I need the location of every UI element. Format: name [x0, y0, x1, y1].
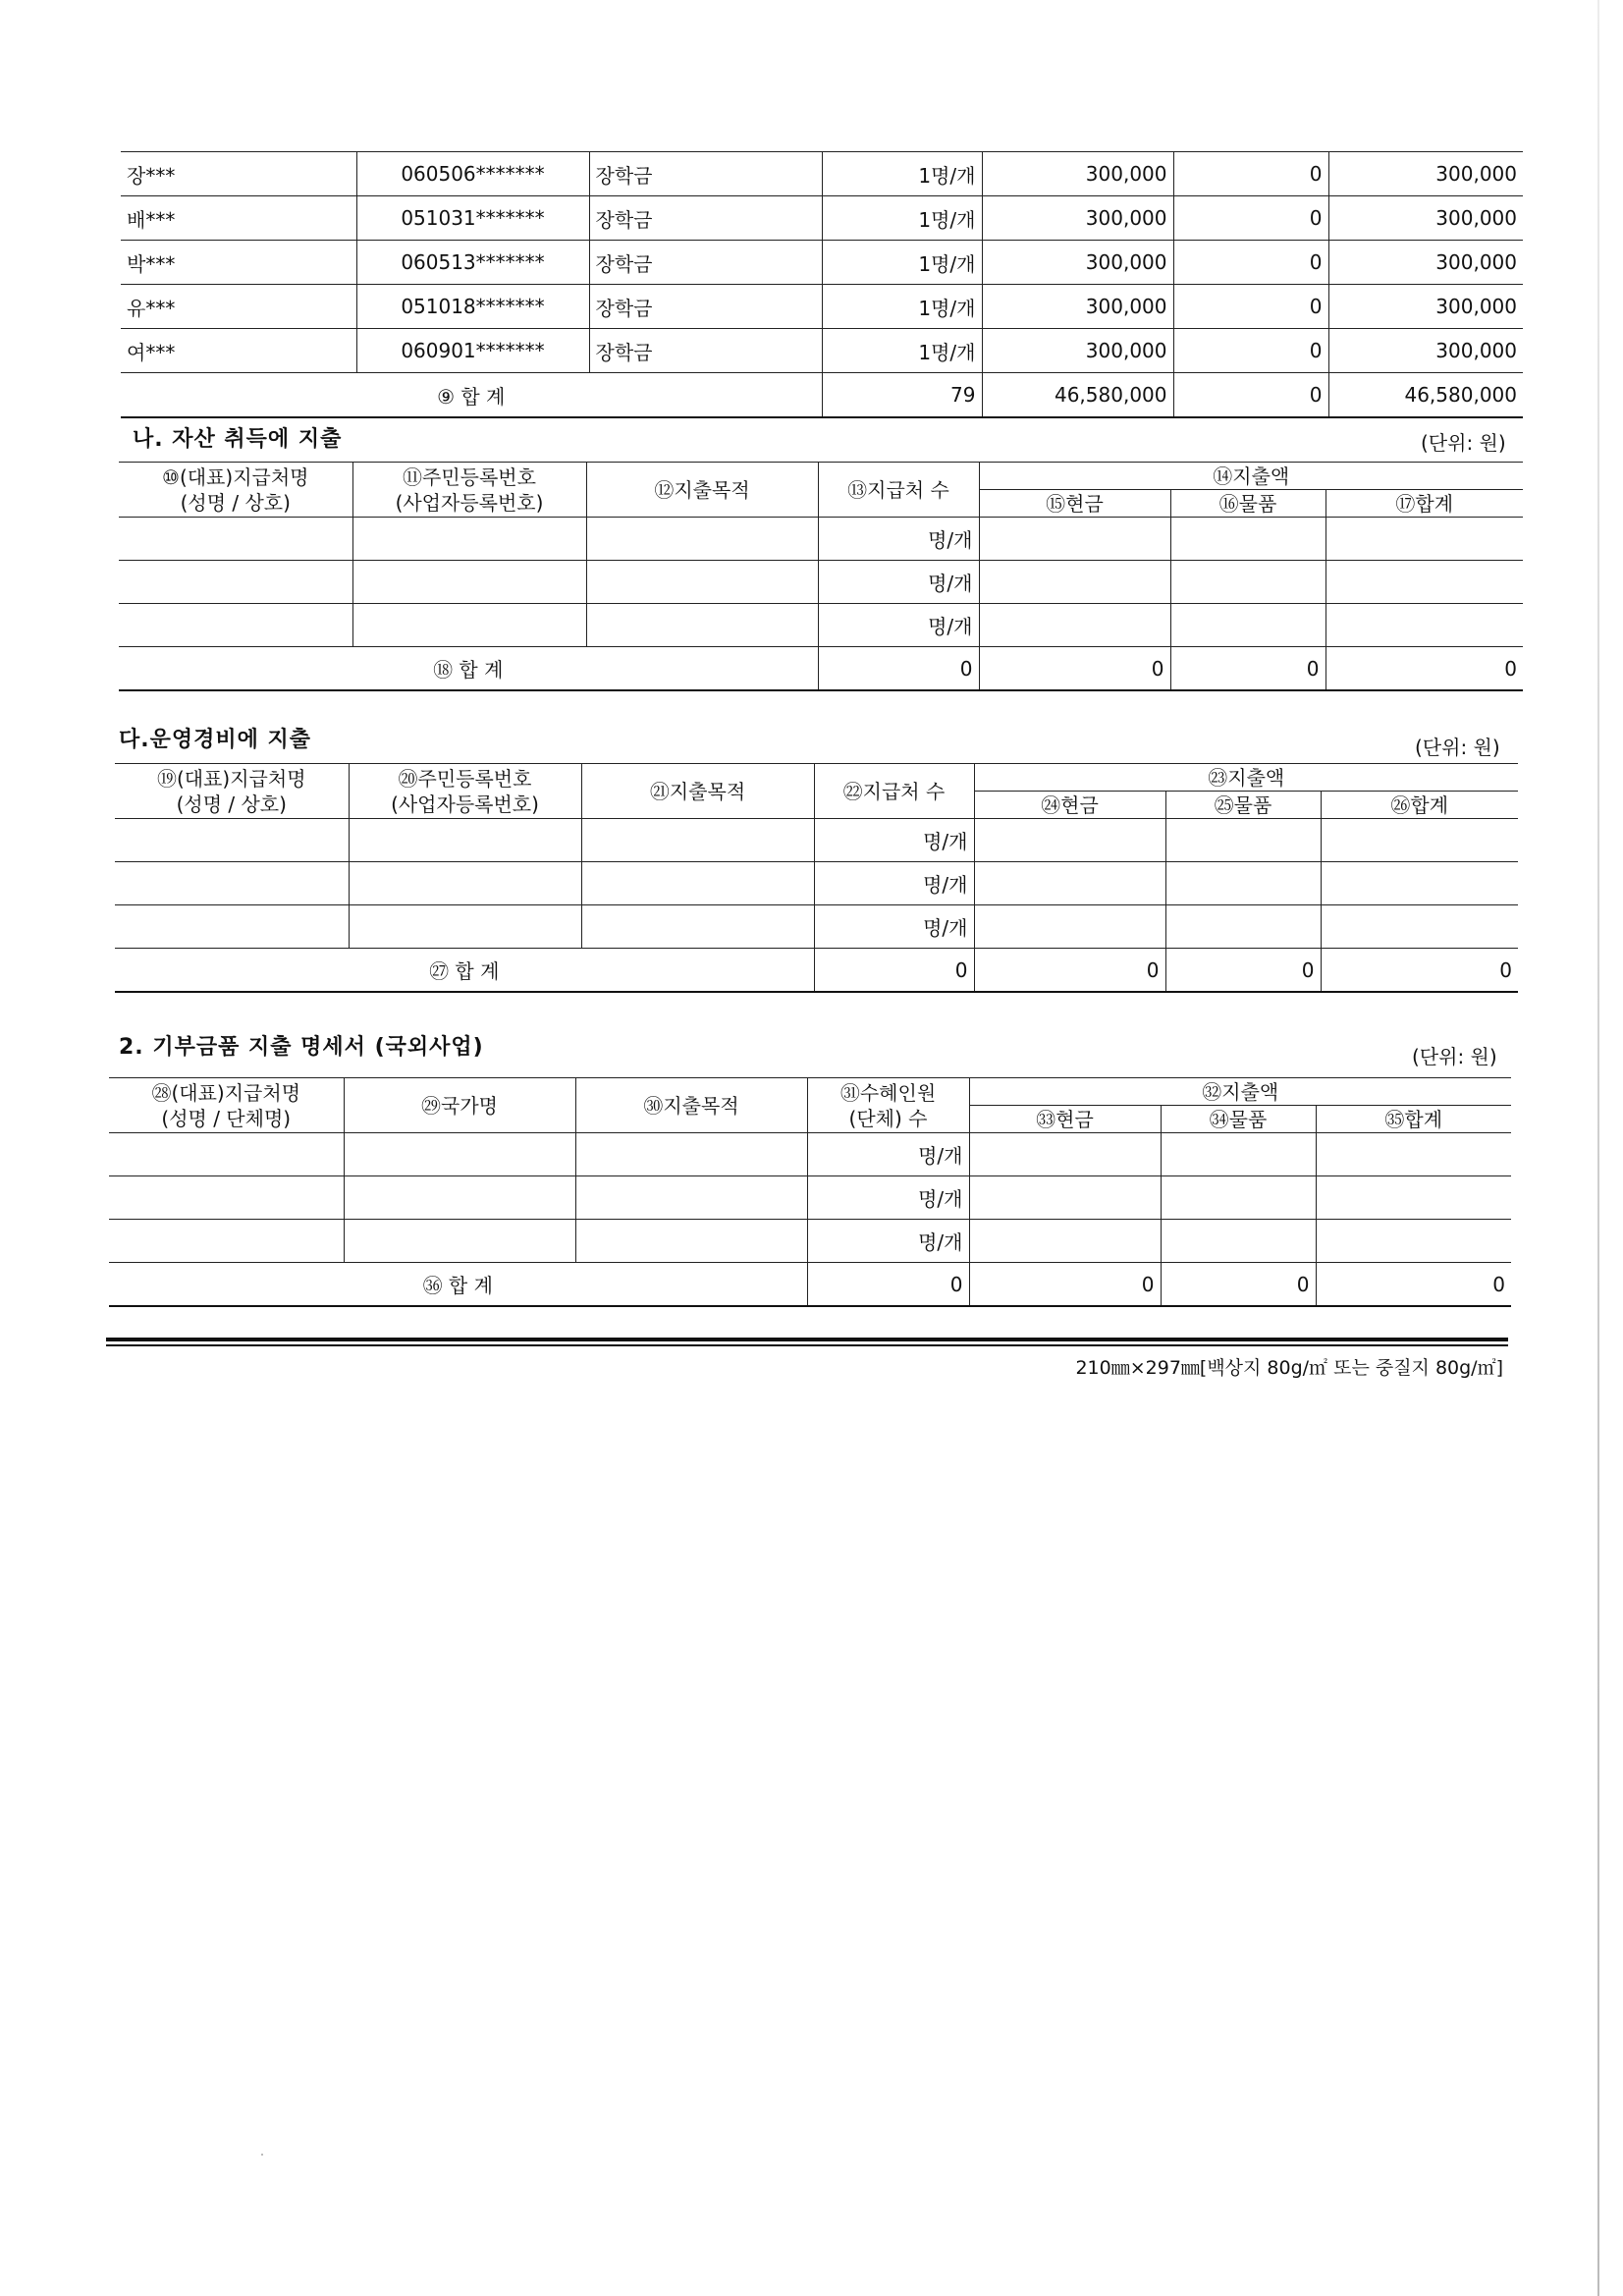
table-row: [121, 196, 1523, 241]
purpose-cell: 장학금: [589, 329, 822, 373]
id-cell: [349, 819, 581, 862]
header-recipient-line2: (성명 / 단체명): [161, 1106, 292, 1130]
total-sum: 0: [1325, 647, 1523, 691]
cash-cell: [979, 561, 1170, 604]
goods-cell: 0: [1173, 329, 1328, 373]
cash-cell: [974, 862, 1165, 905]
header-id-line2: (사업자등록번호): [391, 792, 539, 816]
count-cell: 명/개: [807, 1220, 969, 1263]
section-da-unit: (단위: 원): [1415, 736, 1500, 759]
cash-cell: 300,000: [982, 152, 1173, 196]
total-cell: [1316, 1133, 1511, 1176]
table-row: [115, 905, 1518, 949]
cash-cell: 300,000: [982, 329, 1173, 373]
recipient-cell: [109, 1133, 344, 1176]
header-goods: ⑯물품: [1170, 490, 1325, 518]
header-recipient-line1: ㉘(대표)지급처명: [151, 1080, 301, 1105]
count-cell: 명/개: [818, 518, 979, 561]
total-cash: 46,580,000: [982, 373, 1173, 418]
recipient-cell: [115, 819, 349, 862]
goods-cell: [1170, 604, 1325, 647]
recipient-cell: 여***: [121, 329, 356, 373]
recipient-cell: [115, 905, 349, 949]
total-sum: 0: [1316, 1263, 1511, 1307]
section-2-unit: (단위: 원): [1412, 1045, 1497, 1068]
header-country: ㉙국가명: [344, 1078, 575, 1133]
recipient-cell: 장***: [121, 152, 356, 196]
id-cell: [349, 905, 581, 949]
total-cell: [1321, 905, 1518, 949]
table-row: [121, 241, 1523, 285]
table-row: [119, 604, 1523, 647]
count-cell: 1명/개: [822, 241, 982, 285]
purpose-cell: 장학금: [589, 152, 822, 196]
header-total: ㉟합계: [1316, 1106, 1511, 1133]
id-cell: 051031*******: [356, 196, 589, 241]
count-cell: 1명/개: [822, 285, 982, 329]
cash-cell: [974, 819, 1165, 862]
header-recipient: [109, 1078, 344, 1133]
purpose-cell: [586, 518, 818, 561]
table-row: [109, 1176, 1511, 1220]
total-cell: 300,000: [1328, 285, 1523, 329]
header-id: [352, 463, 586, 518]
form-bottom-rule-thin: [106, 1344, 1508, 1346]
id-cell: [352, 518, 586, 561]
table-row: [115, 819, 1518, 862]
total-count: 0: [818, 647, 979, 691]
section-da-title: 다.운영경비에 지출: [119, 728, 312, 752]
purpose-cell: [581, 862, 814, 905]
total-sum: 46,580,000: [1328, 373, 1523, 418]
total-label: ㊱ 합 계: [109, 1263, 807, 1307]
count-cell: 명/개: [818, 561, 979, 604]
id-cell: 060506*******: [356, 152, 589, 196]
recipient-cell: 배***: [121, 196, 356, 241]
header-count: ⑬지급처 수: [818, 463, 979, 518]
count-cell: 1명/개: [822, 152, 982, 196]
overseas-expense-table: [109, 1077, 1511, 1307]
total-cell: [1321, 819, 1518, 862]
total-cell: 300,000: [1328, 241, 1523, 285]
goods-cell: 0: [1173, 152, 1328, 196]
recipient-cell: 박***: [121, 241, 356, 285]
table-row: [121, 152, 1523, 196]
header-total: ⑰합계: [1325, 490, 1523, 518]
recipient-cell: [109, 1220, 344, 1263]
goods-cell: [1161, 1220, 1316, 1263]
recipient-cell: [119, 561, 352, 604]
header-amount: ㉜지출액: [969, 1078, 1511, 1106]
purpose-cell: [586, 604, 818, 647]
purpose-cell: 장학금: [589, 285, 822, 329]
header-cash: ⑮현금: [979, 490, 1170, 518]
total-cell: 300,000: [1328, 329, 1523, 373]
header-recipient-line1: ⑩(대표)지급처명: [162, 465, 309, 489]
cash-cell: 300,000: [982, 285, 1173, 329]
count-cell: 1명/개: [822, 196, 982, 241]
header-id-line2: (사업자등록번호): [395, 490, 544, 515]
count-cell: 명/개: [814, 862, 974, 905]
header-count-line1: ㉛수혜인원: [839, 1080, 937, 1105]
total-label: ⑱ 합 계: [119, 647, 818, 691]
total-goods: 0: [1165, 949, 1321, 993]
id-cell: 051018*******: [356, 285, 589, 329]
total-label: ㉗ 합 계: [115, 949, 814, 993]
total-cell: 300,000: [1328, 152, 1523, 196]
goods-cell: [1170, 518, 1325, 561]
total-count: 0: [807, 1263, 969, 1307]
table-row: [119, 561, 1523, 604]
goods-cell: 0: [1173, 285, 1328, 329]
cash-cell: [969, 1133, 1161, 1176]
purpose-cell: [575, 1220, 807, 1263]
total-row: [115, 949, 1518, 993]
total-row: [119, 647, 1523, 691]
total-cash: 0: [969, 1263, 1161, 1307]
paper-spec-note: 210㎜×297㎜[백상지 80g/㎡ 또는 중질지 80g/㎡]: [1075, 1357, 1503, 1379]
goods-cell: [1170, 561, 1325, 604]
cash-cell: [979, 604, 1170, 647]
form-bottom-rule: [106, 1338, 1508, 1341]
section-na-title: 나. 자산 취득에 지출: [133, 427, 343, 452]
section-2-title: 2. 기부금품 지출 명세서 (국외사업): [119, 1035, 484, 1060]
purpose-cell: [581, 819, 814, 862]
cash-cell: 300,000: [982, 196, 1173, 241]
country-cell: [344, 1133, 575, 1176]
header-total: ㉖합계: [1321, 792, 1518, 819]
count-cell: 명/개: [807, 1133, 969, 1176]
header-recipient-line1: ⑲(대표)지급처명: [156, 766, 306, 791]
table-row: [109, 1133, 1511, 1176]
total-cell: [1325, 604, 1523, 647]
table-row: [121, 285, 1523, 329]
purpose-cell: [575, 1176, 807, 1220]
country-cell: [344, 1220, 575, 1263]
header-id-line1: ⑳주민등록번호: [398, 766, 532, 791]
id-cell: [352, 604, 586, 647]
header-recipient-line2: (성명 / 상호): [180, 490, 291, 515]
cash-cell: [974, 905, 1165, 949]
goods-cell: [1161, 1133, 1316, 1176]
total-row: [109, 1263, 1511, 1307]
header-count: [807, 1078, 969, 1133]
header-count-line2: (단체) 수: [848, 1106, 928, 1130]
total-goods: 0: [1161, 1263, 1316, 1307]
scan-speck: [261, 2154, 263, 2156]
total-row: [121, 373, 1523, 418]
header-purpose: ㉑지출목적: [581, 764, 814, 819]
id-cell: [352, 561, 586, 604]
header-recipient: [119, 463, 352, 518]
header-count: ㉒지급처 수: [814, 764, 974, 819]
header-id-line1: ⑪주민등록번호: [403, 465, 536, 489]
count-cell: 1명/개: [822, 329, 982, 373]
header-goods: ㉞물품: [1161, 1106, 1316, 1133]
operating-expense-table: [115, 763, 1518, 993]
count-cell: 명/개: [818, 604, 979, 647]
total-cell: [1321, 862, 1518, 905]
cash-cell: 300,000: [982, 241, 1173, 285]
header-cash: ㉔현금: [974, 792, 1165, 819]
count-cell: 명/개: [807, 1176, 969, 1220]
count-cell: 명/개: [814, 905, 974, 949]
recipient-cell: 유***: [121, 285, 356, 329]
cash-cell: [969, 1176, 1161, 1220]
recipient-cell: [109, 1176, 344, 1220]
recipient-cell: [119, 604, 352, 647]
asset-acquisition-table: [119, 462, 1523, 691]
header-purpose: ㉚지출목적: [575, 1078, 807, 1133]
goods-cell: 0: [1173, 196, 1328, 241]
header-recipient: [115, 764, 349, 819]
table-row: [121, 329, 1523, 373]
section-na-unit: (단위: 원): [1421, 431, 1506, 455]
total-cell: 300,000: [1328, 196, 1523, 241]
header-purpose: ⑫지출목적: [586, 463, 818, 518]
table-row: [109, 1220, 1511, 1263]
header-cash: ㉝현금: [969, 1106, 1161, 1133]
id-cell: [349, 862, 581, 905]
cash-cell: [979, 518, 1170, 561]
total-count: 79: [822, 373, 982, 418]
total-count: 0: [814, 949, 974, 993]
total-cell: [1316, 1176, 1511, 1220]
goods-cell: [1165, 905, 1321, 949]
purpose-cell: [581, 905, 814, 949]
recipient-cell: [119, 518, 352, 561]
total-cash: 0: [979, 647, 1170, 691]
recipient-cell: [115, 862, 349, 905]
total-cell: [1325, 561, 1523, 604]
goods-cell: 0: [1173, 241, 1328, 285]
country-cell: [344, 1176, 575, 1220]
total-sum: 0: [1321, 949, 1518, 993]
total-cell: [1316, 1220, 1511, 1263]
cash-cell: [969, 1220, 1161, 1263]
count-cell: 명/개: [814, 819, 974, 862]
header-amount: ㉓지출액: [974, 764, 1518, 792]
header-amount: ⑭지출액: [979, 463, 1523, 490]
total-goods: 0: [1170, 647, 1325, 691]
purpose-cell: 장학금: [589, 241, 822, 285]
header-id: [349, 764, 581, 819]
purpose-cell: 장학금: [589, 196, 822, 241]
goods-cell: [1161, 1176, 1316, 1220]
scan-page-edge: [1597, 0, 1599, 2296]
goods-cell: [1165, 862, 1321, 905]
domestic-expense-table: [121, 151, 1523, 418]
purpose-cell: [586, 561, 818, 604]
purpose-cell: [575, 1133, 807, 1176]
goods-cell: [1165, 819, 1321, 862]
header-goods: ㉕물품: [1165, 792, 1321, 819]
total-cell: [1325, 518, 1523, 561]
total-cash: 0: [974, 949, 1165, 993]
header-recipient-line2: (성명 / 상호): [176, 792, 287, 816]
table-row: [119, 518, 1523, 561]
total-label: ⑨ 합 계: [121, 373, 822, 418]
total-goods: 0: [1173, 373, 1328, 418]
id-cell: 060513*******: [356, 241, 589, 285]
id-cell: 060901*******: [356, 329, 589, 373]
table-row: [115, 862, 1518, 905]
